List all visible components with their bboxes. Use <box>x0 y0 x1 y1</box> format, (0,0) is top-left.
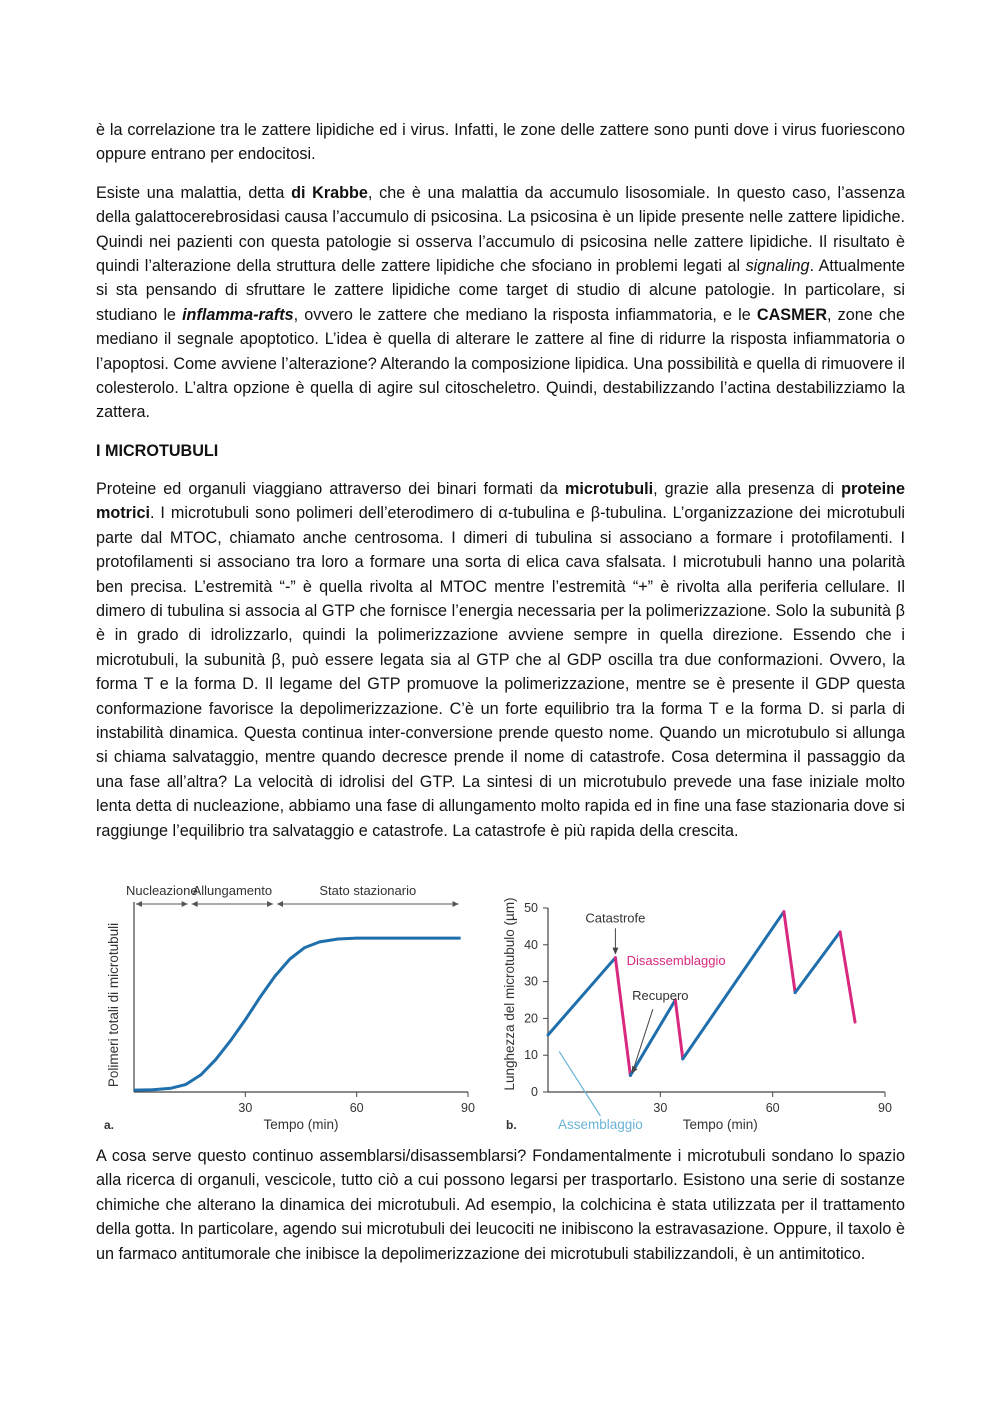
bold-casmer: CASMER <box>756 305 828 324</box>
annotation-arrow <box>633 1009 652 1069</box>
text-run: Proteine ed organuli viaggiano attraverso dei binari formati da <box>96 479 565 498</box>
x-tick-label: 90 <box>461 1101 475 1115</box>
annotation-disassemblaggio: Disassemblaggio <box>626 953 726 969</box>
disassembly-segment <box>840 932 855 1022</box>
x-tick-label: 90 <box>878 1101 892 1115</box>
x-tick-label: 60 <box>765 1101 780 1115</box>
annotation-recupero: Recupero <box>632 988 689 1003</box>
y-tick-label: 30 <box>524 974 538 989</box>
annotation-arrowhead <box>612 948 618 955</box>
y-tick-label: 10 <box>524 1048 538 1063</box>
x-tick-label: 30 <box>653 1101 668 1115</box>
phase-arrow-head <box>182 901 188 907</box>
paragraph-2 <box>96 181 905 425</box>
phase-label: Allungamento <box>192 883 273 898</box>
assembly-segment <box>548 958 615 1035</box>
bold-italic-inflamma-rafts: inflamma-rafts <box>182 305 294 324</box>
text-run: Esiste una malattia, detta <box>96 183 292 202</box>
y-tick-label: 0 <box>531 1085 538 1099</box>
document-body <box>96 118 905 843</box>
annotation-catastrofe: Catastrofe <box>585 910 646 926</box>
phase-label: Stato stazionario <box>319 883 417 898</box>
text-run: , zone che mediano il segnale apoptotico. L’idea è quella di alterare le zattere al fine di ridurre la risposta infiammatoria o l’apoptosi. Come avviene l’alterazione? Alterando la composizione lipidica. Una possibilità e quella di rimuovere il colesterolo. L’altra opzione è quella di agire sul citoscheletro. Quindi, destabilizzando l’actina destabilizziamo la zattera. <box>96 305 905 422</box>
disassembly-segment <box>784 912 795 993</box>
disassembly-segment <box>615 958 630 1076</box>
phase-arrow-head <box>277 901 283 907</box>
assembly-segment <box>683 912 784 1059</box>
assembly-segment <box>795 932 840 993</box>
phase-arrow-head <box>267 901 273 907</box>
x-axis-title: Tempo (min) <box>263 1117 339 1132</box>
chart-b <box>502 897 892 1132</box>
y-tick-label: 50 <box>524 901 538 915</box>
phase-arrow-head <box>453 901 459 907</box>
bold-microtubuli: microtubuli <box>564 479 654 498</box>
paragraph-1: è la correlazione tra le zattere lipidiche ed i virus. Infatti, le zone delle zattere sono punti dove i virus fuoriescono oppure entrano per endocitosi. <box>96 121 905 164</box>
bold-proteine-motrici: proteine motrici <box>96 479 905 523</box>
paragraph-3 <box>96 477 905 843</box>
text-run: , ovvero le zattere che mediano la risposta infiammatoria, e le <box>293 305 757 324</box>
text-run: , che è una malattia da accumulo lisosomiale. In questo caso, l’assenza della galattocerebrosidasi causa l’accumulo di psicosina. La psicosina è un lipide presente nelle zattere lipidiche. Quindi nei pazienti con questa patologie si osserva l’accumulo di psicosina nelle zattere lipidiche. Il risultato è quindi l’alterazione della struttura delle zattere lipidiche che sfociano in problemi legati al <box>96 183 905 276</box>
panel-label: a. <box>104 1118 115 1132</box>
phase-label: Nucleazione <box>126 883 198 898</box>
section-heading: I MICROTUBULI <box>96 441 219 460</box>
x-axis-title: Tempo (min) <box>682 1117 758 1132</box>
text-run: , grazie alla presenza di <box>653 479 842 498</box>
bold-krabbe: di Krabbe <box>291 183 368 202</box>
y-tick-label: 20 <box>524 1011 538 1026</box>
disassembly-segment <box>675 1000 682 1059</box>
x-tick-label: 30 <box>238 1101 253 1115</box>
x-tick-label: 60 <box>349 1101 364 1115</box>
assembly-segment <box>630 1000 675 1075</box>
italic-signaling: signaling <box>745 257 810 276</box>
annotation-assemblaggio: Assemblaggio <box>558 1117 643 1132</box>
annotation-leader <box>559 1052 600 1116</box>
y-axis-title: Lunghezza del microtubulo (µm) <box>502 897 517 1091</box>
panel-label: b. <box>506 1118 517 1132</box>
growth-curve <box>134 938 461 1090</box>
text-run: . Attualmente si sta pensando di sfruttare le zattere lipidiche come target di studio di alcune patologie. In particolare, si studiano le <box>96 257 905 324</box>
figure <box>96 880 906 1140</box>
y-tick-label: 40 <box>524 937 538 952</box>
phase-arrow-head <box>136 901 142 907</box>
paragraph-4: A cosa serve questo continuo assemblarsi/disassemblarsi? Fondamentalmente i microtubuli sondano lo spazio alla ricerca di organuli, vescicole, tutto ciò a cui possono legarsi per trasportarlo. Esistono una serie di sostanze chimiche che alterano la dinamica dei microtubuli. Ad esempio, la colchicina è stata utilizzata per il trattamento della gotta. In particolare, agendo sui microtubuli dei leucociti ne inibiscono la estravasazione. Oppure, il taxolo è un farmaco antitumorale che inibisce la depolimerizzazione dei microtubuli stabilizzandoli, è un antimitotico. <box>96 1147 905 1263</box>
text-run: . I microtubuli sono polimeri dell’eterodimero di α-tubulina e β-tubulina. L’organizzazione dei microtubuli parte dal MTOC, chiamato anche centrosoma. I dimeri di tubulina si associano a formare i protofilamenti. I protofilamenti si associano tra loro a formare una sorta di elica cava sfalsata. I microtubuli hanno una polarità ben precisa. L’estremità “-” è quella rivolta al MTOC mentre l’estremità “+” è rivolta alla periferia cellulare. Il dimero di tubulina si associa al GTP che fornisce l’energia necessaria per la polimerizzazione. Solo la subunità β è in grado di idrolizzarlo, quindi la polimerizzazione avviene sempre in quella direzione. Essendo che i microtubuli, la subunità β, può essere legata sia al GTP che al GDP oscilla tra due conformazioni. Ovvero, la forma T e la forma D. Il legame del GTP promuove la polimerizzazione, mentre se è presente il GDP questa conformazione favorisce la depolimerizzazione. C’è un forte equilibrio tra la forma T e la forma D. si parla di instabilità dinamica. Questa continua inter-conversione prende questo nome. Quando un microtubulo si allunga si chiama salvataggio, mentre quando decresce prende il nome di catastrofe. Cosa determina il passaggio da una fase all’altra? La velocità di idrolisi del GTP. La sintesi di un microtubulo prevede una fase iniziale molto lenta detta di nucleazione, abbiamo una fase di allungamento molto rapida ed in fine una fase stazionaria dove si raggiunge l’equilibrio tra salvataggio e catastrofe. La catastrofe è più rapida della crescita. <box>96 504 906 840</box>
phase-arrow-head <box>192 901 198 907</box>
y-axis-title: Polimeri totali di microtubuli <box>106 922 121 1088</box>
figure-svg <box>96 880 906 1140</box>
chart-a <box>104 883 475 1132</box>
